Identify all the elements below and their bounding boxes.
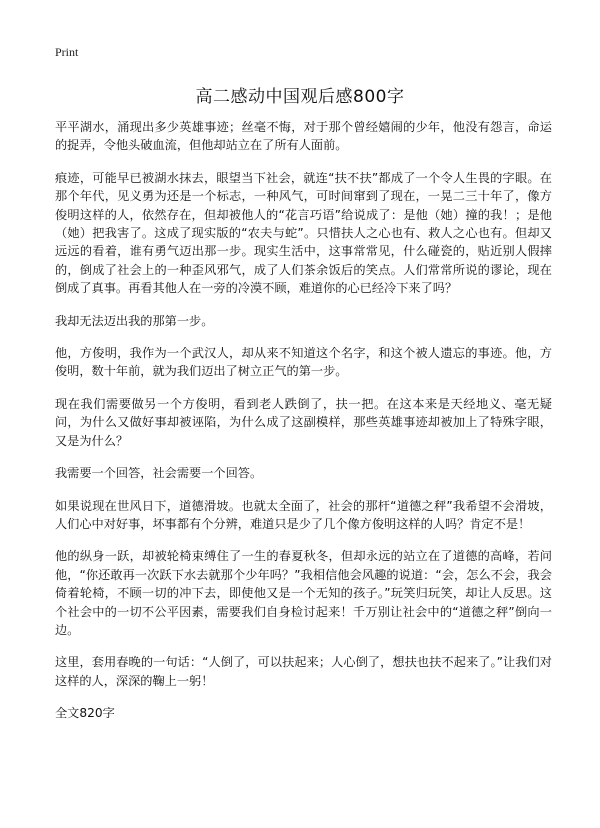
paragraph: 如果说现在世风日下，道德滑坡。也就太全面了，社会的那杆“道德之秤”我希望不会滑坡，人们心中对好事，坏事都有个分辨，难道只是少了几个像方俊明这样的人吗？肯定不是！ bbox=[55, 498, 552, 531]
paragraph: 我需要一个回答，社会需要一个回答。 bbox=[55, 466, 263, 481]
paragraph: 我却无法迈出我的那第一步。 bbox=[55, 313, 214, 328]
paragraph: 现在我们需要做另一个方俊明，看到老人跌倒了，扶一把。在这本来是天经地义、毫无疑问，为什么又做好事却被诬陷，为什么成了这副模样，那些英雄事迹却被加上了特殊字眼，又是为什么？ bbox=[55, 396, 552, 448]
print-link[interactable]: Print bbox=[55, 45, 79, 59]
paragraph: 这里，套用春晚的一句话：“人倒了，可以扶起来；人心倒了，想扶也扶不起来了。”让我们对这样的人，深深的鞠上一躬！ bbox=[55, 655, 552, 688]
word-count: 全文820字 bbox=[55, 706, 115, 721]
paragraph: 他，方俊明，我作为一个武汉人，却从来不知道这个名字，和这个被人遗忘的事迹。他，方俊明，数十年前，就为我们迈出了树立正气的第一步。 bbox=[55, 346, 552, 379]
paragraph: 平平湖水，涌现出多少英雄事迹；丝毫不悔，对于那个曾经嬉闹的少年，他没有怨言，命运的捉弄，令他头破血流，但他却站立在了所有人面前。 bbox=[55, 120, 552, 153]
paragraph: 痕迹，可能早已被湖水抹去，眼望当下社会，就连“扶不扶”都成了一个令人生畏的字眼。在那个年代，见义勇为还是一个标志，一种风气，可时间窜到了现在，一晃二三十年了，像方俊明这样的人，依然存在，但却被他人的“花言巧语”给说成了：是他（她）撞的我！；是他（她）把我害了。这成了现实版的“农夫与蛇”。只惜扶人之心也有、救人之心也有。但却又远远的看着，谁有勇气迈出那一步。现实生活中，这事常常见，什么碰瓷的，贴近别人假摔的，倒成了社会上的一种歪风邪气，成了人们茶余饭后的笑点。人们常常所说的谬论，现在倒成了真事。再看其他人在一旁的冷漠不顾，难道你的心已经冷下来了吗？ bbox=[55, 170, 552, 296]
paragraph: 他的纵身一跃，却被轮椅束缚住了一生的春夏秋冬，但却永远的站立在了道德的高峰，若问他，“你还敢再一次跃下水去就那个少年吗？”我相信他会风趣的说道：“会，怎么不会，我会倚着轮椅，不顾一切的冲下去，即使他又是一个无知的孩子。”玩笑归玩笑，却让人反思。这个社会中的一切不公平因素，需要我们自身检讨起来！千万别让社会中的“道德之秤”倒向一边。 bbox=[55, 549, 552, 637]
article-body bbox=[55, 118, 552, 722]
article-title: 高二感动中国观后感800字 bbox=[195, 87, 405, 107]
